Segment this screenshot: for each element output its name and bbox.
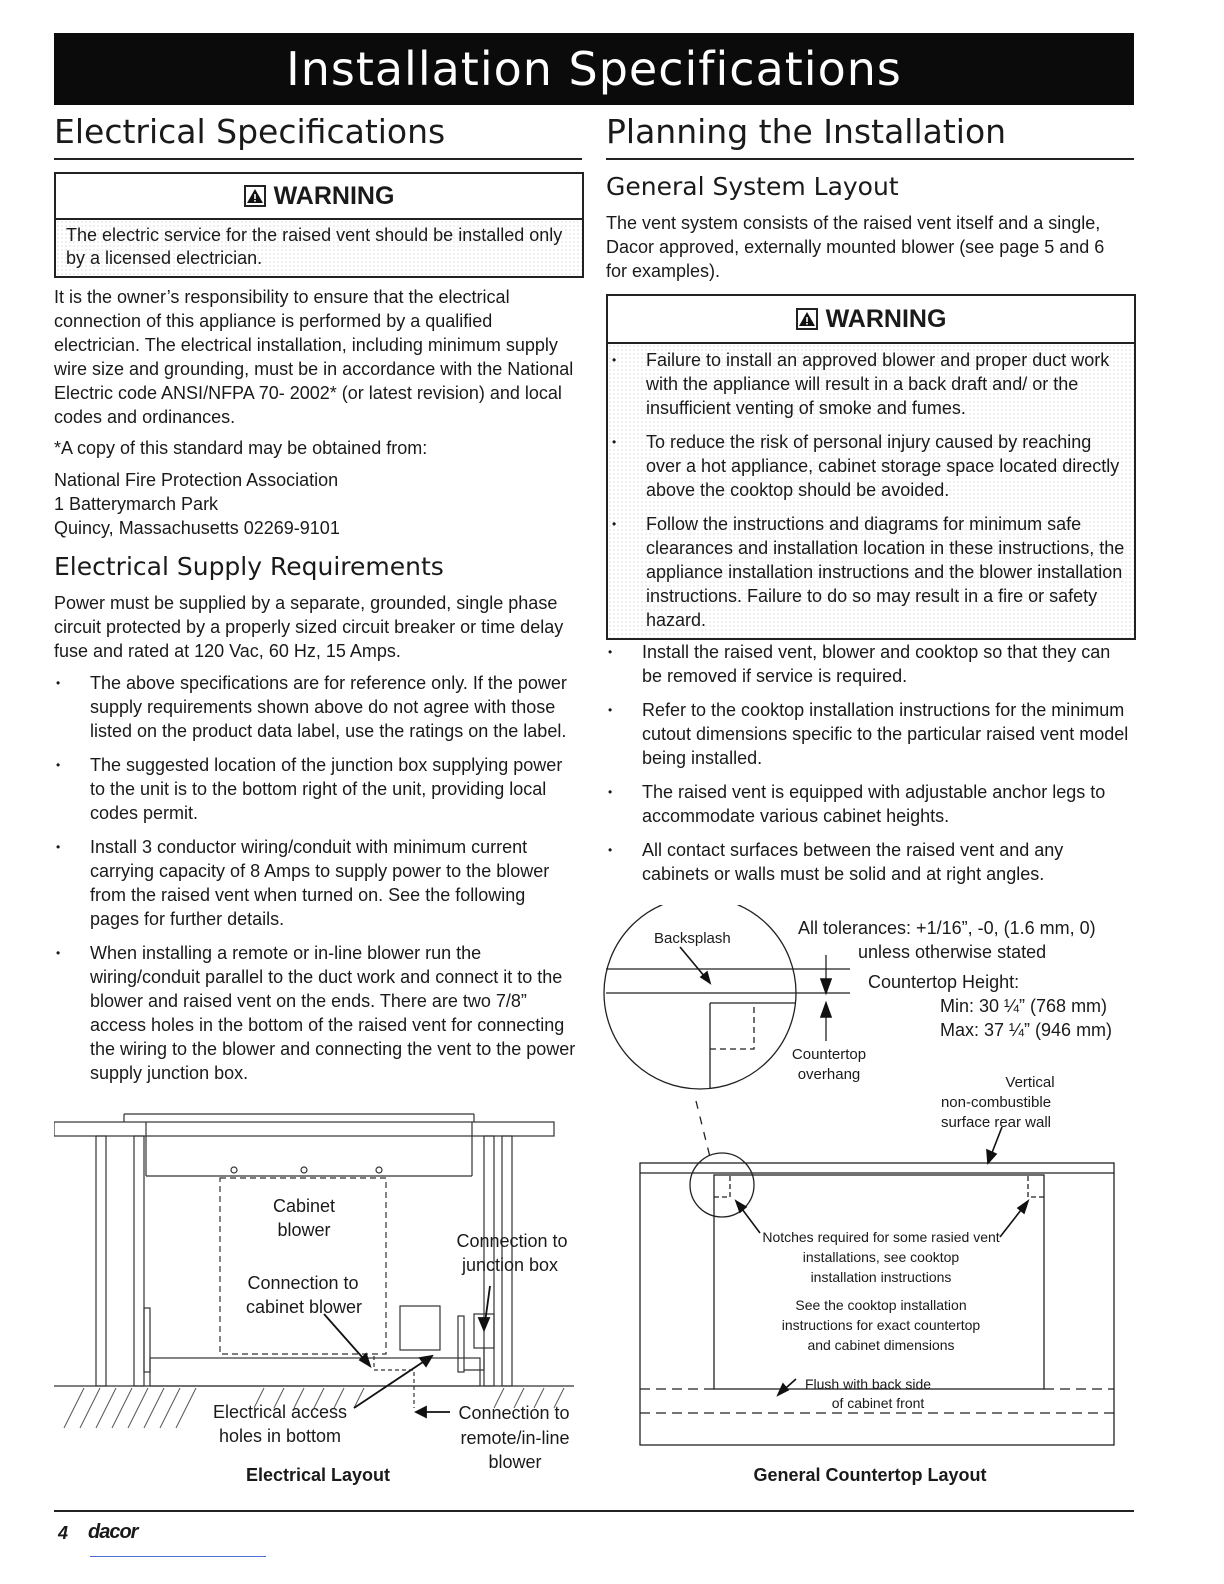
owner-responsibility-paragraph: It is the owner’s responsibility to ensure that the electrical connection of this appliance is performed by a qualified electrician. The electrical installation, including minimum supply wire size and grounding, must be in accordance with the National Electric code ANSI/NFPA 70- 2002* (or latest revision) and local codes and ordinances. (54, 287, 574, 427)
countertop-layout-caption: General Countertop Layout (753, 1465, 987, 1485)
address-line: National Fire Protection Association (54, 470, 339, 490)
warning-list (608, 342, 1134, 638)
access-holes-label-2: holes in bottom (218, 1426, 342, 1446)
right-heading-rule (606, 158, 1134, 160)
flush-label-1: Flush with back side (804, 1376, 932, 1392)
list-item: • Follow the instructions and diagrams for minimum safe clearances and installation location in these instructions, the appliance installation instructions and the blower installation instructions. Failure to do so may result in a fire or safety hazard. (610, 512, 1130, 632)
conn-cabinet-label-2: cabinet blower (245, 1297, 363, 1317)
electrical-bullets (54, 671, 578, 1095)
warning-triangle-icon (796, 308, 818, 330)
list-item: • The above specifications are for reference only. If the power supply requirements shown above do not agree with those listed on the product data label, use the ratings on the label. (54, 671, 578, 743)
conn-junction-label-2: junction box (461, 1255, 559, 1275)
footer-link-underline (90, 1556, 266, 1557)
cabinet-blower-label-2: blower (277, 1220, 331, 1240)
height-max: Max: 37 ¼” (946 mm) (940, 1020, 1113, 1040)
planning-warning-box (606, 294, 1136, 640)
electrical-warning-box (54, 172, 584, 278)
list-item: • To reduce the risk of personal injury caused by reaching over a hot appliance, cabinet storage space located directly above the cooktop should be avoided. (610, 430, 1130, 502)
flush-label-2: of cabinet front (831, 1395, 925, 1411)
notches-label-2: installations, see cooktop (802, 1249, 960, 1265)
list-item: • Failure to install an approved blower and proper duct work with the appliance will result in a back draft and/ or the insufficient venting of smoke and fumes. (610, 348, 1130, 420)
footer-rule (54, 1510, 1134, 1512)
overhang-label-1: Countertop (791, 1046, 867, 1063)
list-item: • The raised vent is equipped with adjustable anchor legs to accommodate various cabinet heights. (606, 780, 1132, 828)
power-supply-paragraph: Power must be supplied by a separate, grounded, single phase circuit protected by a properly sized circuit breaker or time delay fuse and rated at 120 Vac, 60 Hz, 15 Amps. (54, 593, 564, 661)
conn-remote-label-rest (450, 1426, 580, 1474)
height-label: Countertop Height: (868, 972, 1020, 992)
planning-heading: Planning the Installation (606, 112, 1007, 151)
conn-cabinet-label-1: Connection to (247, 1273, 359, 1293)
conn-remote-label-3: blower (488, 1452, 542, 1472)
list-item: • Refer to the cooktop installation instructions for the minimum cutout dimensions specific to the particular raised vent model being installed. (606, 698, 1132, 770)
rear-wall-label-1: Vertical (1005, 1074, 1055, 1091)
warning-title: WARNING (825, 304, 947, 333)
height-min: Min: 30 ¼” (768 mm) (940, 996, 1108, 1016)
conn-junction-label-1: Connection to (456, 1231, 568, 1251)
supply-requirements-heading: Electrical Supply Requirements (54, 552, 444, 581)
access-holes-label-1: Electrical access (212, 1402, 348, 1422)
planning-bullets (606, 640, 1132, 896)
copy-standard-note: *A copy of this standard may be obtained from: (54, 438, 428, 458)
countertop-layout-diagram (600, 905, 1140, 1450)
page-number: 4 (58, 1523, 69, 1543)
warning-triangle-icon (244, 185, 266, 207)
vent-system-paragraph: The vent system consists of the raised vent itself and a single, Dacor approved, externally mounted blower (see page 5 and 6 for examples). (606, 213, 1105, 281)
conn-remote-label-1: Connection to (458, 1403, 570, 1423)
electrical-specs-heading: Electrical Specifications (54, 112, 446, 151)
page-banner: Installation Specifications (54, 33, 1134, 105)
rear-wall-label-2: non-combustible (940, 1094, 1052, 1111)
see-cooktop-label-1: See the cooktop installation (795, 1297, 967, 1313)
list-item: • When installing a remote or in-line blower run the wiring/conduit parallel to the duct work and connect it to the blower and raised vent on the ends. There are two 7/8” access holes in the bottom of the raised vent for connecting the wiring to the blower and connecting the vent to the power supply junction box. (54, 941, 578, 1085)
nfpa-address (54, 468, 574, 540)
countertop (54, 1122, 554, 1136)
see-cooktop-label-2: instructions for exact countertop (781, 1317, 981, 1333)
list-item: • The suggested location of the junction box supplying power to the unit is to the bottom right of the unit, providing local codes permit. (54, 753, 578, 825)
see-cooktop-label-3: and cabinet dimensions (807, 1337, 955, 1353)
overhang-label-2: overhang (797, 1066, 861, 1083)
tolerance-line-1: All tolerances: +1/16”, -0, (1.6 mm, 0) (798, 918, 1096, 938)
list-item: • Install the raised vent, blower and cooktop so that they can be removed if service is required. (606, 640, 1132, 688)
electrical-layout-caption: Electrical Layout (245, 1465, 391, 1485)
list-item: • All contact surfaces between the raised vent and any cabinets or walls must be solid and at right angles. (606, 838, 1132, 886)
address-line: 1 Batterymarch Park (54, 494, 219, 514)
warning-header (56, 174, 582, 218)
notches-label-1: Notches required for some rasied vent (762, 1229, 1000, 1245)
address-line: Quincy, Massachusetts 02269-9101 (54, 518, 340, 538)
rear-wall-label-3: surface rear wall (940, 1114, 1052, 1131)
notches-label-3: installation instructions (810, 1269, 952, 1285)
general-layout-heading: General System Layout (606, 172, 899, 201)
electrical-layout-diagram (54, 1108, 584, 1448)
cabinet-blower-label-1: Cabinet (272, 1196, 336, 1216)
warning-text: The electric service for the raised vent should be installed only by a licensed electrician. (56, 218, 582, 276)
backsplash-label: Backsplash (654, 930, 731, 947)
dacor-logo: dacor (88, 1521, 138, 1543)
list-item: • Install 3 conductor wiring/conduit with minimum current carrying capacity of 8 Amps to supply power to the blower from the raised vent when turned on. See the following pages for further details. (54, 835, 578, 931)
warning-title: WARNING (273, 181, 395, 210)
conn-remote-label-2: remote/in-line (460, 1428, 570, 1448)
tolerance-line-2: unless otherwise stated (858, 942, 1047, 962)
left-heading-rule (54, 158, 582, 160)
warning-header (608, 296, 1134, 342)
